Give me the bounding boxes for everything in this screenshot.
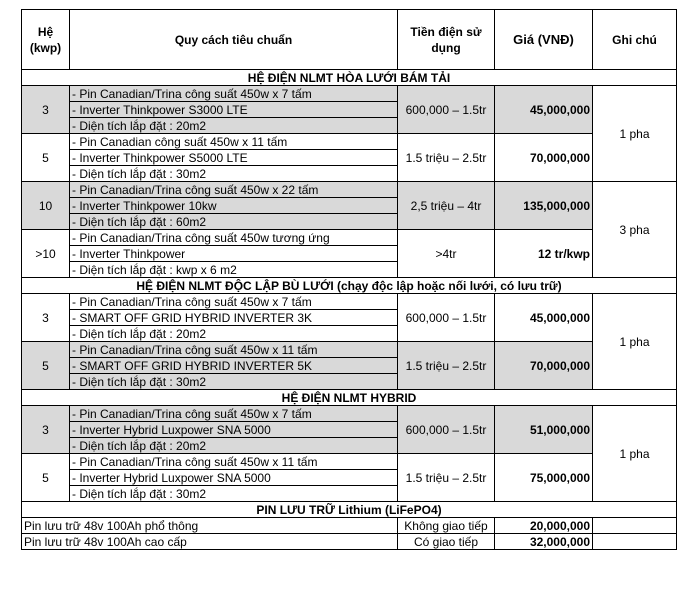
header-kwp: Hệ (kwp) — [22, 10, 70, 70]
spec-cell: - Pin Canadian/Trina công suất 450w x 11 tấm — [70, 342, 398, 358]
price-cell: 51,000,000 — [495, 406, 593, 454]
usage-cell: 600,000 – 1.5tr — [398, 86, 495, 134]
kwp-cell: 5 — [22, 134, 70, 182]
battery-price: 32,000,000 — [495, 534, 593, 550]
kwp-cell: 5 — [22, 342, 70, 390]
kwp-cell: 5 — [22, 454, 70, 502]
section-title: HỆ ĐIỆN NLMT ĐỘC LẬP BÙ LƯỚI (chạy độc lập hoặc nối lưới, có lưu trữ) — [22, 278, 677, 294]
usage-cell: 600,000 – 1.5tr — [398, 406, 495, 454]
header-spec: Quy cách tiêu chuẩn — [70, 10, 398, 70]
kwp-cell: 3 — [22, 406, 70, 454]
kwp-cell: 10 — [22, 182, 70, 230]
header-usage: Tiền điện sử dụng — [398, 10, 495, 70]
spec-cell: - Diện tích lắp đặt : 20m2 — [70, 326, 398, 342]
battery-row — [22, 518, 677, 534]
price-cell: 12 tr/kwp — [495, 230, 593, 278]
spec-cell: - Pin Canadian/Trina công suất 450w x 22 tấm — [70, 182, 398, 198]
spec-cell: - Inverter Thinkpower S3000 LTE — [70, 102, 398, 118]
spec-cell: - Diện tích lắp đặt : 20m2 — [70, 118, 398, 134]
section-title-row — [22, 70, 677, 86]
section-title-row — [22, 278, 677, 294]
header-note: Ghi chú — [593, 10, 677, 70]
battery-price: 20,000,000 — [495, 518, 593, 534]
usage-cell: 2,5 triệu – 4tr — [398, 182, 495, 230]
spec-cell: - Diện tích lắp đặt : 30m2 — [70, 166, 398, 182]
price-cell: 45,000,000 — [495, 86, 593, 134]
section-title-row — [22, 390, 677, 406]
spec-cell: - Pin Canadian/Trina công suất 450w x 7 tấm — [70, 294, 398, 310]
section-title: HỆ ĐIỆN NLMT HYBRID — [22, 390, 677, 406]
usage-cell: 1.5 triệu – 2.5tr — [398, 454, 495, 502]
price-cell: 70,000,000 — [495, 134, 593, 182]
usage-cell: 1.5 triệu – 2.5tr — [398, 342, 495, 390]
spec-cell: - Diện tích lắp đặt : 30m2 — [70, 486, 398, 502]
spec-cell: - Pin Canadian/Trina công suất 450w x 11 tấm — [70, 454, 398, 470]
spec-cell: - Diện tích lắp đặt : 20m2 — [70, 438, 398, 454]
battery-row — [22, 534, 677, 550]
price-cell: 70,000,000 — [495, 342, 593, 390]
battery-note — [593, 518, 677, 534]
spec-cell: - Pin Canadian công suất 450w x 11 tấm — [70, 134, 398, 150]
kwp-cell: 3 — [22, 294, 70, 342]
spec-cell: - Inverter Thinkpower 10kw — [70, 198, 398, 214]
spec-cell: - Inverter Hybrid Luxpower SNA 5000 — [70, 470, 398, 486]
spec-cell: - Diện tích lắp đặt : 60m2 — [70, 214, 398, 230]
section-title-row — [22, 502, 677, 518]
spec-cell: - Pin Canadian/Trina công suất 450w tương ứng — [70, 230, 398, 246]
price-cell: 135,000,000 — [495, 182, 593, 230]
note-cell: 3 pha — [593, 182, 677, 278]
note-cell: 1 pha — [593, 406, 677, 502]
battery-spec: Pin lưu trữ 48v 100Ah phổ thông — [22, 518, 398, 534]
usage-cell: >4tr — [398, 230, 495, 278]
spec-cell: - Diện tích lắp đặt : 30m2 — [70, 374, 398, 390]
spec-cell: - Inverter Thinkpower — [70, 246, 398, 262]
header-row — [22, 10, 677, 70]
spec-cell: - Diện tích lắp đặt : kwp x 6 m2 — [70, 262, 398, 278]
battery-title: PIN LƯU TRỮ Lithium (LiFePO4) — [22, 502, 677, 518]
usage-cell: 1.5 triệu – 2.5tr — [398, 134, 495, 182]
spec-cell: - Inverter Thinkpower S5000 LTE — [70, 150, 398, 166]
battery-usage: Không giao tiếp — [398, 518, 495, 534]
price-cell: 75,000,000 — [495, 454, 593, 502]
battery-spec: Pin lưu trữ 48v 100Ah cao cấp — [22, 534, 398, 550]
battery-usage: Có giao tiếp — [398, 534, 495, 550]
price-table — [21, 9, 677, 550]
spec-cell: - SMART OFF GRID HYBRID INVERTER 3K — [70, 310, 398, 326]
header-price: Giá (VNĐ) — [495, 10, 593, 70]
kwp-cell: 3 — [22, 86, 70, 134]
price-cell: 45,000,000 — [495, 294, 593, 342]
battery-note — [593, 534, 677, 550]
usage-cell: 600,000 – 1.5tr — [398, 294, 495, 342]
spec-cell: - Inverter Hybrid Luxpower SNA 5000 — [70, 422, 398, 438]
spec-cell: - Pin Canadian/Trina công suất 450w x 7 tấm — [70, 406, 398, 422]
spec-cell: - Pin Canadian/Trina công suất 450w x 7 tấm — [70, 86, 398, 102]
note-cell: 1 pha — [593, 294, 677, 390]
kwp-cell: >10 — [22, 230, 70, 278]
section-title: HỆ ĐIỆN NLMT HÒA LƯỚI BÁM TẢI — [22, 70, 677, 86]
note-cell: 1 pha — [593, 86, 677, 182]
spec-cell: - SMART OFF GRID HYBRID INVERTER 5K — [70, 358, 398, 374]
